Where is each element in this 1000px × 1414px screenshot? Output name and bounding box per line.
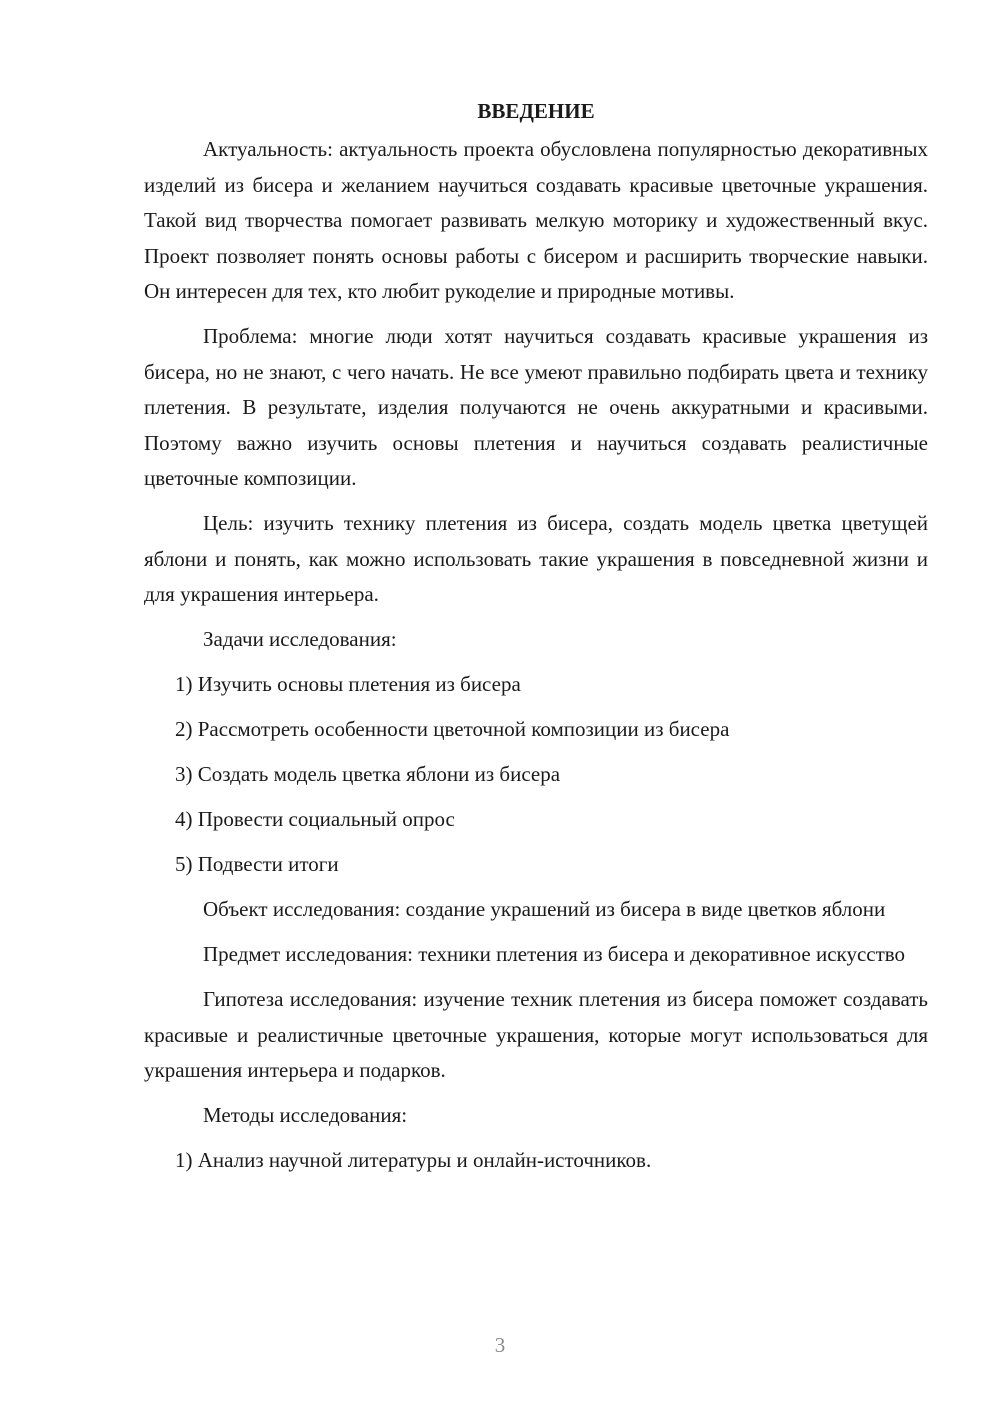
hypothesis-paragraph: Гипотеза исследования: изучение техник плетения из бисера поможет создавать красивые и реалистичные цветочные украшения, которые могут использоваться для украшения интерьера и подарков. (144, 987, 928, 1082)
list-item: 3) Создать модель цветка яблони из бисера (175, 762, 561, 786)
object-paragraph: Объект исследования: создание украшений из бисера в виде цветков яблони (203, 897, 886, 921)
list-item: 4) Провести социальный опрос (175, 807, 455, 831)
list-item: 2) Рассмотреть особенности цветочной композиции из бисера (175, 717, 730, 741)
relevance-paragraph: Актуальность: актуальность проекта обусловлена популярностью декоративных изделий из бисера и желанием научиться создавать красивые цветочные украшения. Такой вид творчества помогает развивать мелкую моторику и художественный вкус. Проект позволяет понять основы работы с бисером и расширить творческие навыки. Он интересен для тех, кто любит рукоделие и природные мотивы. (144, 137, 928, 303)
goal-paragraph: Цель: изучить технику плетения из бисера, создать модель цветка цветущей яблони и понять, как можно использовать такие украшения в повседневной жизни и для украшения интерьера. (144, 511, 928, 606)
tasks-heading: Задачи исследования: (203, 627, 397, 651)
problem-paragraph: Проблема: многие люди хотят научиться создавать красивые украшения из бисера, но не знают, с чего начать. Не все умеют правильно подбирать цвета и технику плетения. В результате, изделия получаются не очень аккуратными и красивыми. Поэтому важно изучить основы плетения и научиться создавать реалистичные цветочные композиции. (144, 324, 928, 490)
page-title: ВВЕДЕНИЕ (477, 99, 595, 123)
tasks-list (144, 667, 928, 883)
methods-heading: Методы исследования: (203, 1103, 408, 1127)
methods-list (144, 1143, 928, 1179)
list-item: 5) Подвести итоги (175, 852, 339, 876)
list-item: 1) Изучить основы плетения из бисера (175, 672, 521, 696)
document-page (144, 96, 928, 1188)
page-number: 3 (494, 1333, 506, 1357)
list-item: 1) Анализ научной литературы и онлайн-источников. (175, 1148, 652, 1172)
subject-paragraph: Предмет исследования: техники плетения из бисера и декоративное искусство (203, 942, 906, 966)
